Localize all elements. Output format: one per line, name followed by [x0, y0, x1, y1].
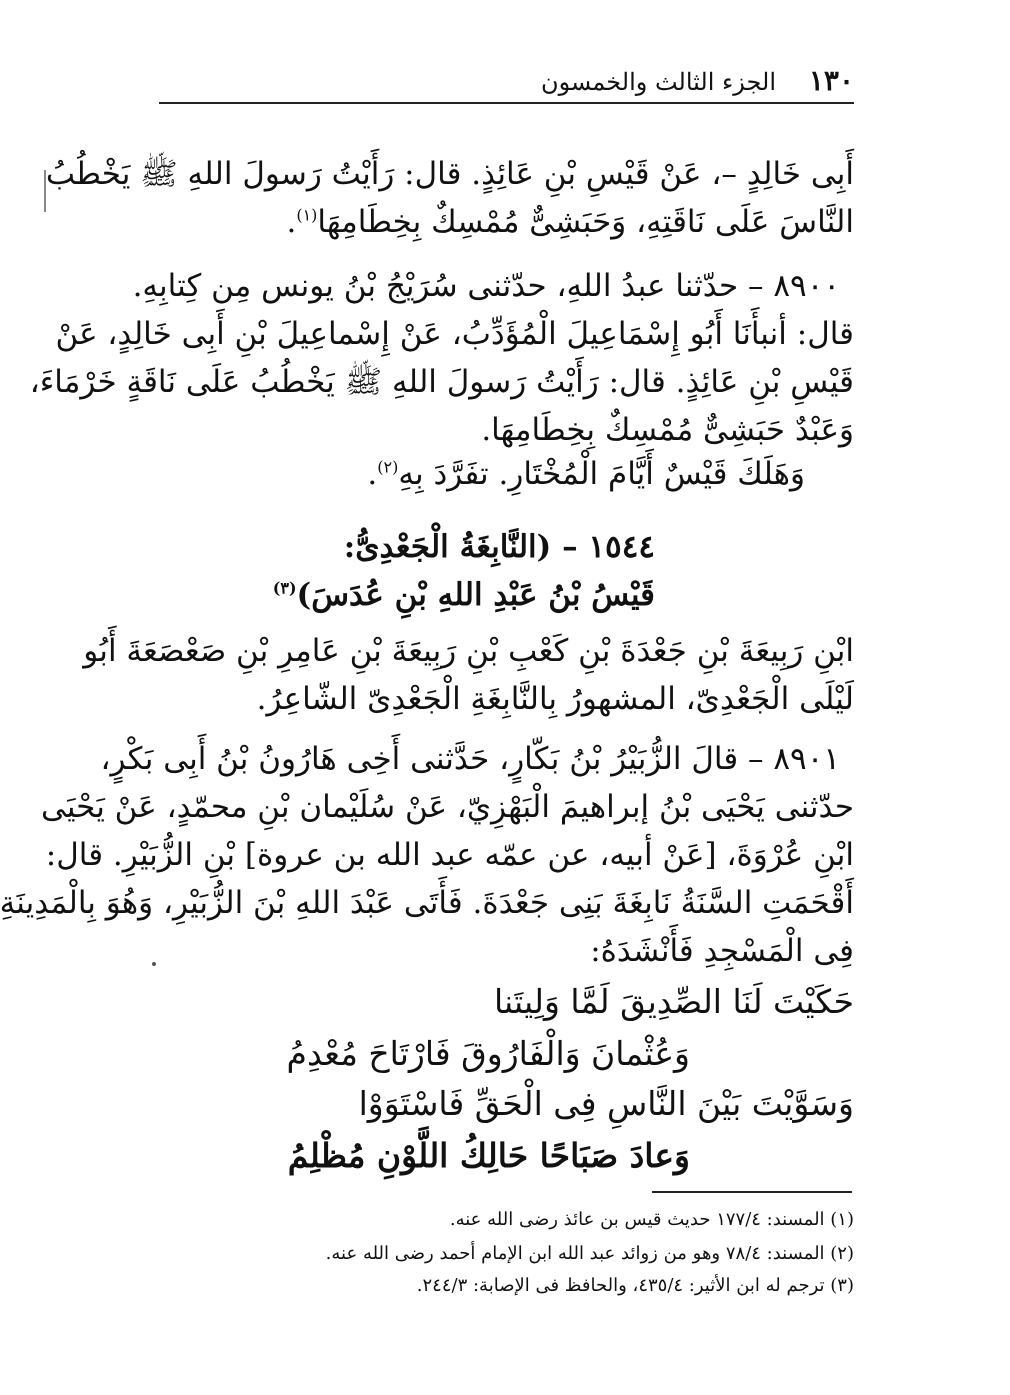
hadith-8900-line: ٨٩٠٠ – حدّثنا عبدُ اللهِ، حدّثنى سُرَيْجُ بْنُ يونس مِن كِتابِهِ.: [132, 268, 840, 304]
footnote-ref: (١): [296, 205, 318, 225]
verse-2: وَعُثْمانَ وَالْفَارُوقَ فَارْتَاحَ مُعْدِمُ: [286, 1034, 690, 1073]
text-line: النَّاسَ عَلَى نَاقَتِهِ، وَحَبَشِىٌّ مُمْسِكٌ بِخِطَامِهَا$^{(١)}$.: [286, 204, 854, 240]
verse-1: حَكَيْتَ لَنَا الصِّدِيقَ لَمَّا وَلِيتَنا: [494, 982, 854, 1021]
running-title: الجزء الثالث والخمسون: [540, 68, 776, 96]
margin-dot: [152, 962, 156, 966]
footnote-2: (٢) المسند: ٧٨/٤ وهو من زوائد عبد الله ابن الإمام أحمد رضى الله عنه.: [325, 1243, 854, 1264]
text-line: لَيْلَى الْجَعْدِىّ، المشهورُ بِالنَّابِغَةِ الْجَعْدِىّ الشّاعِرُ.: [256, 681, 854, 717]
text-line: ابْنِ رَبِيعَةَ بْنِ جَعْدَةَ بْنِ كَعْبِ بْنِ رَبِيعَةَ بْنِ عَامِرِ بْنِ صَعْصَعَةَ أَبُو: [83, 633, 854, 669]
entry-name: قَيْسُ بْنُ عَبْدِ اللهِ بْنِ عُدَسَ)$^{(٣)}$: [272, 577, 655, 613]
text-line: ابْنِ عُرْوَةَ، [عَنْ أبيه، عن عمّه عبد الله بن عروة] بْنِ الزُّبَيْرِ. قال:: [45, 837, 854, 873]
footnote-1: (١) المسند: ١٧٧/٤ حديث قيس بن عائذ رضى الله عنه.: [449, 1209, 854, 1230]
footnote-separator: [652, 1191, 852, 1193]
text-line: وَهَلَكَ قَيْسٌ أَيَّامَ الْمُخْتَارِ. تفَرَّدَ بِهِ$^{(٢)}$.: [367, 456, 805, 492]
text-line: قَيْسِ بْنِ عَائِذٍ. قال: رَأَيْتُ رَسولَ اللهِ ﷺ يَخْطُبُ عَلَى نَاقَةٍ خَرْمَاءَ،: [29, 364, 854, 400]
text-line: قال: أنبأَنَا أَبُو إِسْمَاعِيلَ الْمُؤَدِّبُ، عَنْ إِسْماعِيلَ بْنِ أَبِى خَالِدٍ، عَنْ: [55, 316, 854, 352]
verse-3: وَسَوَّيْتَ بَيْنَ النَّاسِ فِى الْحَقِّ فَاسْتَوَوْا: [358, 1084, 854, 1123]
hadith-8901-line: ٨٩٠١ – قالَ الزُّبَيْرُ بْنُ بَكّارٍ، حَدَّثنى أَخِى هَارُونُ بْنُ أَبِى بَكْرٍ،: [100, 741, 840, 777]
footnote-ref: (٢): [377, 457, 399, 477]
text-line: حدّثنى يَحْيَى بْنُ إبراهيمَ الْبَهْزِيّ، عَنْ سُلَيْمان بْنِ محمّدٍ، عَنْ يَحْيَى: [40, 789, 854, 825]
footnote-3: (٣) ترجم له ابن الأثير: ٤٣٥/٤، والحافظ فى الإصابة: ٢٤٤/٣.: [416, 1275, 854, 1296]
footnote-ref: (٣): [272, 578, 297, 598]
entry-heading: ١٥٤٤ – (النَّابِغَةُ الْجَعْدِىُّ:: [343, 529, 655, 565]
text-line: أَبِى خَالِدٍ –، عَنْ قَيْسِ بْنِ عَائِذٍ. قال: رَأَيْتُ رَسولَ اللهِ ﷺ يَخْطُبُ: [45, 156, 854, 192]
page-header: [159, 62, 854, 104]
text-line: فِى الْمَسْجِدِ فَأَنْشَدَهُ:: [590, 933, 854, 969]
text-line: وَعَبْدٌ حَبَشِىٌّ مُمْسِكٌ بِخِطَامِهَا.: [481, 412, 854, 448]
text-line: أَقْحَمَتِ السَّنَةُ نَابِغَةَ بَنِى جَعْدَةَ. فَأَتَى عَبْدَ اللهِ بْنَ الزُّبَيْرِ، وَهُوَ بِالْمَدِينَةِ: [0, 885, 854, 921]
verse-4: وَعادَ صَبَاحًا حَالِكُ اللَّوْنِ مُظْلِمُ: [287, 1136, 690, 1175]
page-number: ١٣٠: [808, 64, 854, 97]
